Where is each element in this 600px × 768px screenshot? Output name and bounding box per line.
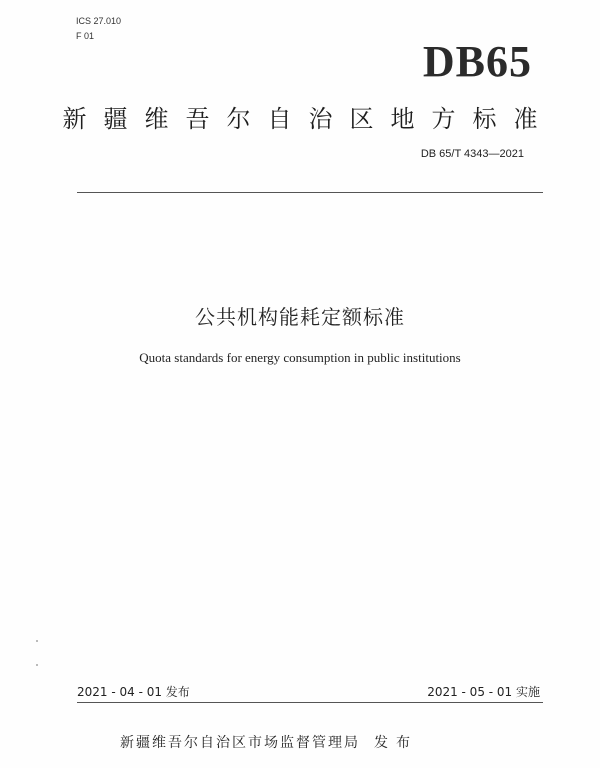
- scan-mark: [36, 664, 38, 666]
- document-title-english: Quota standards for energy consumption in public institutions: [139, 350, 461, 365]
- publish-date: 2021 - 04 - 01 发布: [77, 685, 190, 699]
- header-divider: [77, 192, 543, 193]
- standard-number: DB 65/T 4343—2021: [420, 148, 524, 160]
- publisher-line: [120, 732, 418, 752]
- publisher-name: 新疆维吾尔自治区市场监督管理局: [120, 735, 360, 751]
- implementation-date: 2021 - 05 - 01 实施: [427, 685, 540, 699]
- standard-authority-heading: 新疆维吾尔自治区地方标准: [62, 105, 555, 133]
- document-title-chinese: 公共机构能耗定额标准: [195, 305, 405, 329]
- footer-divider: [77, 702, 543, 703]
- classification-codes: [76, 14, 121, 44]
- ccs-code: F 01: [76, 31, 95, 41]
- scan-mark: [36, 640, 38, 642]
- standard-code-logo: DB65: [422, 37, 532, 86]
- publisher-action: 发布: [374, 735, 418, 751]
- ics-code: ICS 27.010: [76, 16, 122, 26]
